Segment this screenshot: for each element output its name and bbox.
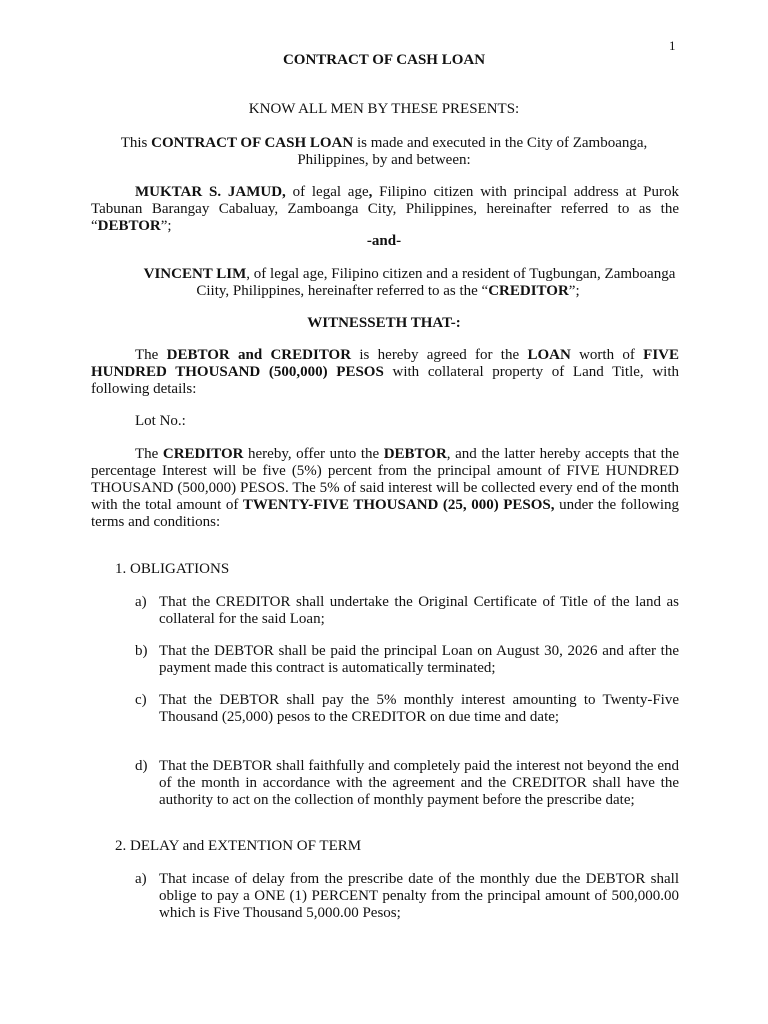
interest-paragraph: The CREDITOR hereby, offer unto the DEBTOR, and the latter hereby accepts that the percentage Interest will be five (5%) percent from the principal amount of FIVE HUNDRED THOUSAND (500,000) PESOS. The 5% of said interest will be collected every end of the month with the total amount of TWENTY-FIVE THOUSAND (25, 000) PESOS, under the following terms and conditions: (91, 446, 680, 530)
creditor-party-paragraph: VINCENT LIM, of legal age, Filipino citizen and a resident of Tugbungan, Zamboanga Ciity, Philippines, hereinafter referred to as the “CREDITOR”; (143, 266, 676, 299)
section-delay-heading: 2. DELAY and EXTENTION OF TERM (115, 838, 362, 854)
debtor-party-paragraph: MUKTAR S. JAMUD, of legal age, Filipino citizen with principal address at Purok Tabunan Barangay Cabaluay, Zamboanga City, Philippines, hereinafter referred to as the “DEBTOR”; (91, 184, 679, 234)
lot-number-label: Lot No.: (135, 413, 186, 429)
loan-paragraph: The DEBTOR and CREDITOR is hereby agreed for the LOAN worth of FIVE HUNDRED THOUSAND (500,000) PESOS with collateral property of Land Title, with following details: (91, 347, 679, 397)
witnesseth-heading: WITNESSETH THAT-: (307, 315, 461, 331)
section-obligations-heading: 1. OBLIGATIONS (115, 561, 230, 577)
obligation-item-c: c) That the DEBTOR shall pay the 5% monthly interest amounting to Twenty-Five Thousand (25,000) pesos to the CREDITOR on due time and date; (135, 692, 679, 725)
preamble: KNOW ALL MEN BY THESE PRESENTS: (248, 101, 520, 117)
delay-item-a: a) That incase of delay from the prescribe date of the monthly due the DEBTOR shall oblige to pay a ONE (1) PERCENT penalty from the principal amount of 500,000.00 which is Five Thousand 5,000.00 Pesos; (135, 871, 679, 921)
intro-paragraph: This CONTRACT OF CASH LOAN is made and executed in the City of Zamboanga, Philippines, by and between: (120, 135, 648, 168)
obligation-item-a: a) That the CREDITOR shall undertake the Original Certificate of Title of the land as collateral for the said Loan; (135, 594, 679, 627)
obligation-item-d: d) That the DEBTOR shall faithfully and completely paid the interest not beyond the end of the month in accordance with the agreement and the CREDITOR shall have the authority to act on the collection of monthly payment before the prescribe date; (135, 758, 679, 808)
obligation-item-b: b) That the DEBTOR shall be paid the principal Loan on August 30, 2026 and after the payment made this contract is automatically terminated; (135, 643, 679, 676)
and-separator: -and- (366, 233, 402, 249)
page-number: 1 (669, 38, 676, 53)
document-title: CONTRACT OF CASH LOAN (282, 52, 486, 68)
